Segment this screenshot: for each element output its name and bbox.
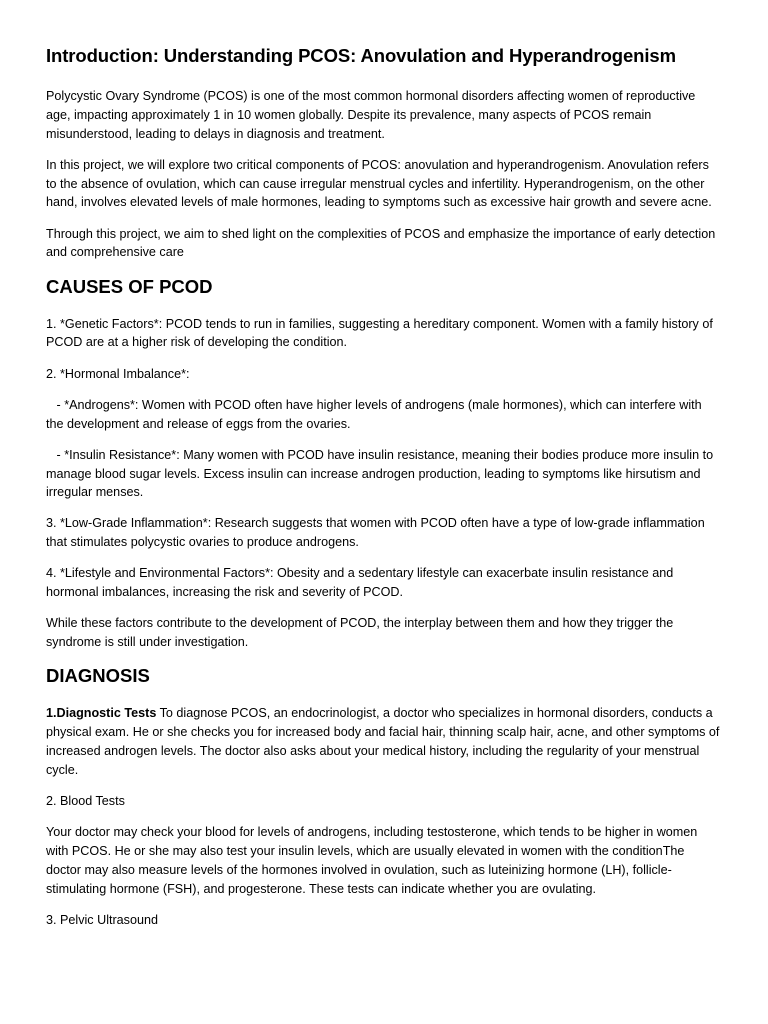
blood-tests-paragraph: Your doctor may check your blood for levels of androgens, including testosterone, which tends to be higher in women with PCOS. He or she may also test your insulin levels, which are usually elevated in women with the conditionThe doctor may also measure levels of the hormones involved in ovulation, such as luteinizing hormone (LH), follicle-stimulating hormone (FSH), and progesterone. These tests can indicate whether you are ovulating. (46, 825, 698, 896)
diagnosis-heading: DIAGNOSIS (46, 665, 150, 687)
causes-paragraph: While these factors contribute to the development of PCOD, the interplay between them and how they trigger the syndrome is still under investigation. (46, 616, 674, 650)
intro-paragraph: Polycystic Ovary Syndrome (PCOS) is one of the most common hormonal disorders affecting women of reproductive age, impacting approximately 1 in 10 women globally. Despite its prevalence, many aspects of PCOS remain misunderstood, leading to delays in diagnosis and treatment. (46, 89, 696, 141)
intro-paragraph: Through this project, we aim to shed light on the complexities of PCOS and emphasize the importance of early detection and comprehensive care (46, 226, 716, 260)
intro-paragraph: In this project, we will explore two critical components of PCOS: anovulation and hyperandrogenism. Anovulation refers to the absence of ovulation, which can cause irregular menstrual cycles and infertility. Hyperandrogenism, on the other hand, involves elevated levels of male hormones, leading to symptoms such as excessive hair growth and severe acne. (46, 157, 712, 210)
causes-paragraph: - *Insulin Resistance*: Many women with PCOD have insulin resistance, meaning their bodies produce more insulin to manage blood sugar levels. Excess insulin can increase androgen production, leading to symptoms like hirsutism and irregular menses. (46, 447, 714, 500)
diagnostic-tests-text: To diagnose PCOS, an endocrinologist, a doctor who specializes in hormonal disorders, conducts a physical exam. He or she checks you for increased body and facial hair, thinning scalp hair, acne, and other symptoms of increased androgen levels. The doctor also asks about your medical history, including the regularity of your menstrual cycle. (46, 706, 720, 777)
document-title: Introduction: Understanding PCOS: Anovulation and Hyperandrogenism (46, 45, 676, 66)
causes-paragraph: 1. *Genetic Factors*: PCOD tends to run in families, suggesting a hereditary component. Women with a family history of PCOD are at a higher risk of developing the condition. (46, 316, 713, 350)
diagnostic-tests-paragraph (46, 704, 722, 779)
causes-paragraph: 3. *Low-Grade Inflammation*: Research suggests that women with PCOD often have a type of low-grade inflammation that stimulates polycystic ovaries to produce androgens. (46, 516, 705, 550)
causes-paragraph: 4. *Lifestyle and Environmental Factors*: Obesity and a sedentary lifestyle can exacerbate insulin resistance and hormonal imbalances, increasing the risk and severity of PCOD. (46, 566, 674, 600)
causes-paragraph: - *Androgens*: Women with PCOD often have higher levels of androgens (male hormones), which can interfere with the development and release of eggs from the ovaries. (46, 397, 702, 431)
causes-heading: CAUSES OF PCOD (46, 275, 213, 297)
blood-tests-label: 2. Blood Tests (46, 794, 125, 809)
causes-paragraph: 2. *Hormonal Imbalance*: (46, 366, 190, 381)
diagnostic-tests-label: 1.Diagnostic Tests (46, 706, 157, 721)
pelvic-ultrasound-label: 3. Pelvic Ultrasound (46, 912, 158, 927)
